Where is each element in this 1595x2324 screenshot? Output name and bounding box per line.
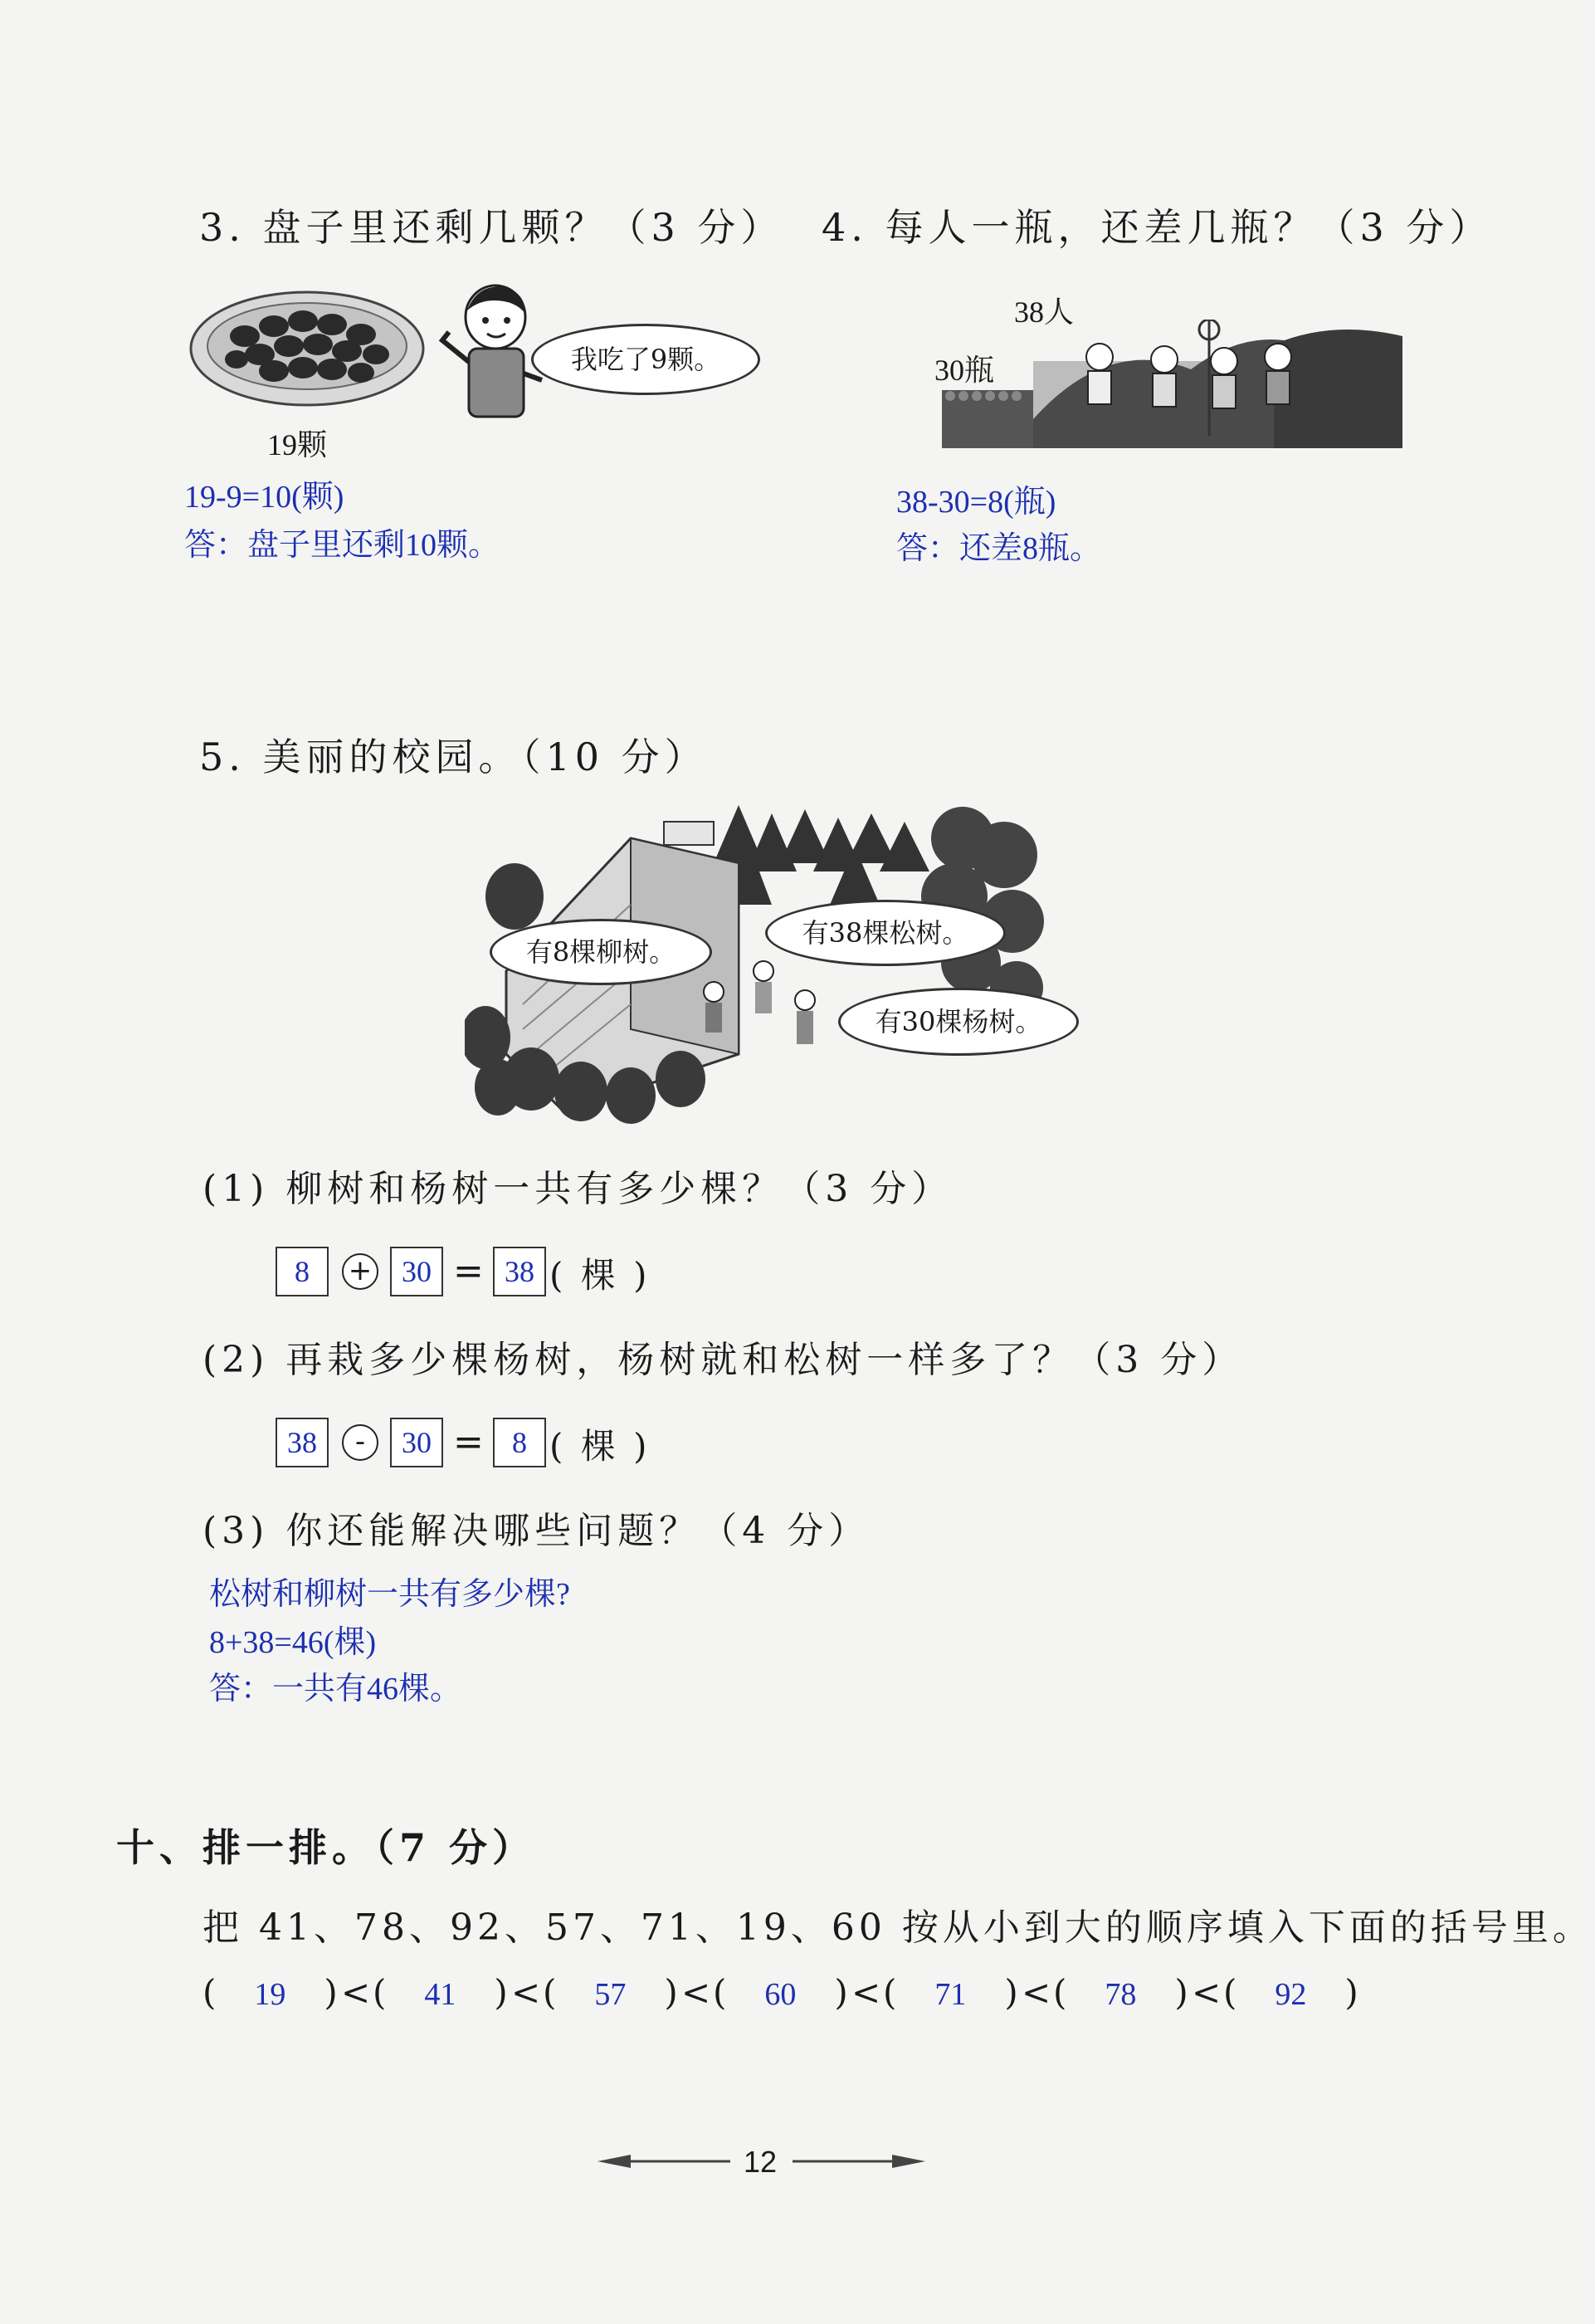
page-number: 12 xyxy=(744,2145,778,2179)
q5-sub3-question: (3) 你还能解决哪些问题？（4 分） xyxy=(202,1510,871,1552)
sub3-answer-equation: 8+38=46(棵) xyxy=(209,1625,377,1660)
speech-bubble-boy: 我吃了9颗。 xyxy=(531,324,760,395)
q5-title: 5. 美丽的校园。（10 分） xyxy=(199,735,708,779)
people-count-label: 38人 xyxy=(1014,295,1075,329)
boy-image xyxy=(436,282,544,436)
slot-value-5: 71 xyxy=(934,1977,967,2012)
sub2-minuend-box: 38 xyxy=(276,1418,329,1467)
paren-slot-4: ( 60 ) xyxy=(713,1972,848,2013)
speech-bubble-pine: 有38棵松树。 xyxy=(765,900,1006,966)
less-than-3: < xyxy=(681,1972,711,2013)
section-10-instruction: 把 41、78、92、57、71、19、60 按从小到大的顺序填入下面的括号里。 xyxy=(202,1907,1593,1949)
q4-answer-sentence: 答：还差8瓶。 xyxy=(896,531,1102,566)
ordering-row xyxy=(202,1972,1406,2030)
sub2-operator-circle: - xyxy=(342,1424,378,1461)
sub1-unit: ( 棵 ) xyxy=(549,1255,651,1296)
slot-value-2: 41 xyxy=(424,1977,456,2012)
plate-count-label: 19颗 xyxy=(267,428,328,461)
sub1-result-box: 38 xyxy=(493,1247,546,1296)
sub3-answer-question: 松树和柳树一共有多少棵? xyxy=(209,1577,570,1612)
q4-answer-equation: 38-30=8(瓶) xyxy=(896,485,1056,520)
speech-bubble-poplar: 有30棵杨树。 xyxy=(838,988,1079,1056)
sub3-answer-sentence: 答：一共有46棵。 xyxy=(209,1672,462,1706)
sub2-result-box: 8 xyxy=(493,1418,546,1467)
sub1-equals: = xyxy=(453,1250,484,1292)
sub2-subtrahend-box: 30 xyxy=(390,1418,443,1467)
paren-slot-6: ( 78 ) xyxy=(1053,1972,1188,2013)
plate-of-chestnuts-image xyxy=(187,286,427,411)
speech-bubble-willow: 有8棵柳树。 xyxy=(490,919,712,985)
less-than-2: < xyxy=(511,1972,541,2013)
less-than-4: < xyxy=(851,1972,881,2013)
paren-slot-5: ( 71 ) xyxy=(883,1972,1018,2013)
q3-title: 3. 盘子里还剩几颗？（3 分） xyxy=(199,205,784,250)
q5-sub2-question: (2) 再栽多少棵杨树，杨树就和松树一样多了？（3 分） xyxy=(202,1339,1244,1381)
paren-slot-2: ( 41 ) xyxy=(373,1972,508,2013)
less-than-1: < xyxy=(341,1972,371,2013)
bottle-count-label: 30瓶 xyxy=(934,354,995,387)
less-than-6: < xyxy=(1192,1972,1222,2013)
sub2-equals: = xyxy=(453,1421,484,1463)
section-10-title: 十、排一排。（7 分） xyxy=(116,1825,536,1870)
slot-value-4: 60 xyxy=(764,1977,797,2012)
children-with-bottles-image xyxy=(942,320,1402,448)
paren-slot-3: ( 57 ) xyxy=(543,1972,678,2013)
sub1-operator-circle: + xyxy=(342,1253,378,1290)
less-than-5: < xyxy=(1022,1972,1051,2013)
footer-ornament-right-icon xyxy=(793,2151,925,2171)
footer-ornament-left-icon xyxy=(598,2151,730,2171)
slot-value-7: 92 xyxy=(1275,1977,1307,2012)
q3-answer-equation: 19-9=10(颗) xyxy=(184,480,344,515)
sub1-addend2-box: 30 xyxy=(390,1247,443,1296)
sub1-addend1-box: 8 xyxy=(276,1247,329,1296)
q5-sub1-question: (1) 柳树和杨树一共有多少棵？（3 分） xyxy=(202,1168,954,1210)
slot-value-6: 78 xyxy=(1105,1977,1137,2012)
paren-slot-7: ( 92 ) xyxy=(1223,1972,1358,2013)
q3-answer-sentence: 答：盘子里还剩10颗。 xyxy=(184,528,500,563)
slot-value-1: 19 xyxy=(254,1977,286,2012)
paren-slot-1: ( 19 ) xyxy=(202,1972,338,2013)
slot-value-3: 57 xyxy=(594,1977,627,2012)
q4-title: 4. 每人一瓶，还差几瓶？（3 分） xyxy=(822,205,1493,250)
sub2-unit: ( 棵 ) xyxy=(549,1426,651,1467)
